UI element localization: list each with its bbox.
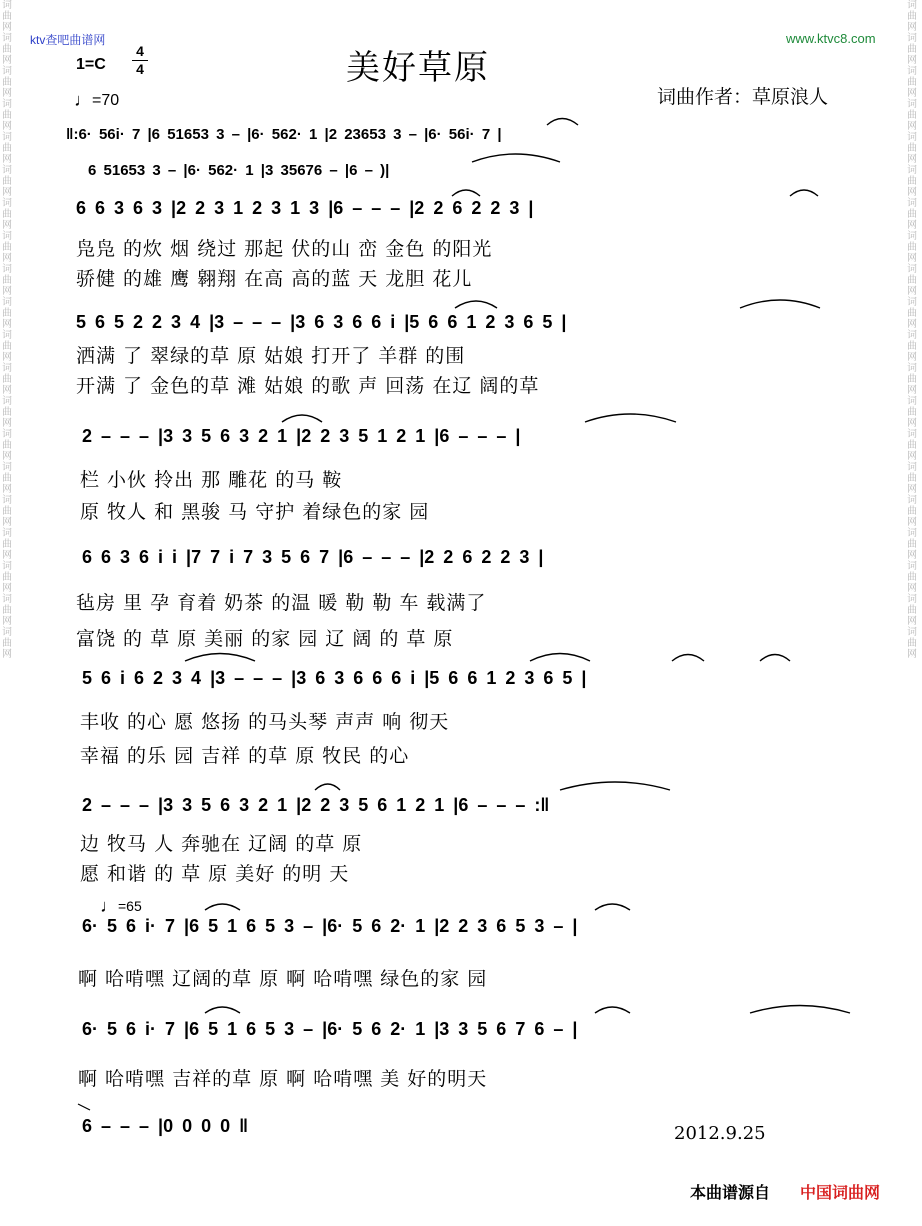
lyric-row-5-verse-2: 幸福 的乐 园 吉祥 的草 原 牧民 的心 (80, 745, 410, 767)
slur-arc (672, 655, 704, 662)
slur-arc (530, 654, 590, 662)
slur-arc (750, 1006, 850, 1014)
breath-mark (78, 1104, 90, 1110)
slur-arc (205, 904, 240, 910)
slur-arc (282, 415, 322, 422)
lyric-row-1-verse-2: 骄健 的雄 鹰 翱翔 在高 高的蓝 天 龙胆 花儿 (76, 268, 473, 290)
slur-arc (595, 904, 630, 910)
lyric-row-2-verse-2: 开满 了 金色的草 滩 姑娘 的歌 声 回荡 在辽 阔的草 (76, 375, 540, 397)
slur-arc (205, 1007, 240, 1013)
slur-arc (760, 655, 790, 662)
notation-row-6: 2 – – – |3 3 5 6 3 2 1 |2 2 3 5 6 1 2 1 |6 – – – :‖ (82, 795, 550, 815)
notation-row-5: 5 6 i 6 2 3 4 |3 – – – |3 6 3 6 6 6 i |5 6 6 1 2 3 6 5 | (82, 668, 587, 688)
time-signature-denominator: 4 (136, 61, 144, 77)
slur-arc (547, 119, 578, 126)
slur-arc (790, 190, 818, 196)
quarter-note-icon: ♩ (100, 896, 118, 916)
slur-arc (185, 654, 255, 662)
time-signature-numerator: 4 (136, 43, 144, 59)
lyric-row-7: 啊 哈啃嘿 辽阔的草 原 啊 哈啃嘿 绿色的家 园 (78, 968, 488, 990)
composition-date: 2012.9.25 (674, 1123, 766, 1144)
site-url-right[interactable]: www.ktvc8.com (786, 31, 876, 46)
slur-arc (455, 301, 497, 308)
lyric-row-5-verse-1: 丰收 的心 愿 悠扬 的马头琴 声声 响 彻天 (80, 711, 450, 733)
notation-row-1: 6 6 3 6 3 |2 2 3 1 2 3 1 3 |6 – – – |2 2 6 2 2 3 | (76, 198, 534, 218)
slur-arc (315, 784, 340, 790)
notation-row-8: 6· 5 6 i· 7 |6 5 1 6 5 3 – |6· 5 6 2· 1 |3 3 5 6 7 6 – | (82, 1019, 578, 1039)
notation-row-3: 2 – – – |3 3 5 6 3 2 1 |2 2 3 5 1 2 1 |6 – – – | (82, 426, 521, 446)
tempo-value: =70 (92, 92, 120, 109)
slur-arc (585, 414, 676, 422)
intro-notation-line-1: ‖:6· 56i· 7 |6 51653 3 – |6· 562· 1 |2 23653 3 – |6· 56i· 7 | (66, 126, 502, 143)
lyric-row-6-verse-2: 愿 和谐 的 草 原 美好 的明 天 (80, 863, 350, 885)
author-credit: 词曲作者：草原浪人 (657, 86, 829, 108)
lyric-row-1-verse-1: 凫凫 的炊 烟 绕过 那起 伏的山 峦 金色 的阳光 (76, 238, 493, 260)
slur-arc (740, 300, 820, 308)
notation-row-9: 6 – – – |0 0 0 0 ‖ (82, 1116, 249, 1136)
notation-row-2: 5 6 5 2 2 3 4 |3 – – – |3 6 3 6 6 i |5 6 6 1 2 3 6 5 | (76, 312, 567, 332)
intro-notation-line-2: 6 51653 3 – |6· 562· 1 |3 35676 – |6 – )| (88, 162, 390, 179)
lyric-row-4-verse-1: 毡房 里 孕 育着 奶茶 的温 暖 勒 勒 车 载满了 (76, 592, 487, 614)
lyric-row-8: 啊 哈啃嘿 吉祥的草 原 啊 哈啃嘿 美 好的明天 (78, 1068, 488, 1090)
slur-arc (595, 1007, 630, 1013)
site-name-left: ktv查吧曲谱网 (30, 33, 106, 47)
source-label: 本曲谱源自 (690, 1183, 771, 1202)
song-title: 美好草原 (346, 48, 490, 88)
slur-arc (452, 190, 480, 196)
lyric-row-4-verse-2: 富饶 的 草 原 美丽 的家 园 辽 阔 的 草 原 (76, 628, 454, 650)
notation-row-7: 6· 5 6 i· 7 |6 5 1 6 5 3 – |6· 5 6 2· 1 |2 2 3 6 5 3 – | (82, 916, 578, 936)
quarter-note-icon: ♩ (74, 90, 92, 110)
lyric-row-3-verse-1: 栏 小伙 拎出 那 雕花 的马 鞍 (80, 469, 343, 491)
watermark-text: 词曲网词曲网词曲网词曲网词曲网词曲网词曲网词曲网词曲网词曲网词曲网词曲网词曲网词曲网词曲网词曲网词曲网词曲网词曲网词曲网 (2, 0, 12, 660)
watermark-text: 词曲网词曲网词曲网词曲网词曲网词曲网词曲网词曲网词曲网词曲网词曲网词曲网词曲网词曲网词曲网词曲网词曲网词曲网词曲网词曲网 (907, 0, 917, 660)
slur-arc (472, 154, 560, 162)
lyric-row-2-verse-1: 洒满 了 翠绿的草 原 姑娘 打开了 羊群 的围 (76, 345, 466, 367)
lyric-row-3-verse-2: 原 牧人 和 黑骏 马 守护 着绿色的家 园 (80, 501, 430, 523)
tempo-value-coda: =65 (118, 898, 142, 914)
source-brand-link[interactable]: 中国词曲网 (800, 1183, 881, 1202)
lyric-row-6-verse-1: 边 牧马 人 奔驰在 辽阔 的草 原 (80, 833, 363, 855)
key-signature: 1=C (76, 56, 106, 73)
slur-arc (560, 782, 670, 790)
notation-row-4: 6 6 3 6 i i |7 7 i 7 3 5 6 7 |6 – – – |2 2 6 2 2 3 | (82, 547, 544, 567)
